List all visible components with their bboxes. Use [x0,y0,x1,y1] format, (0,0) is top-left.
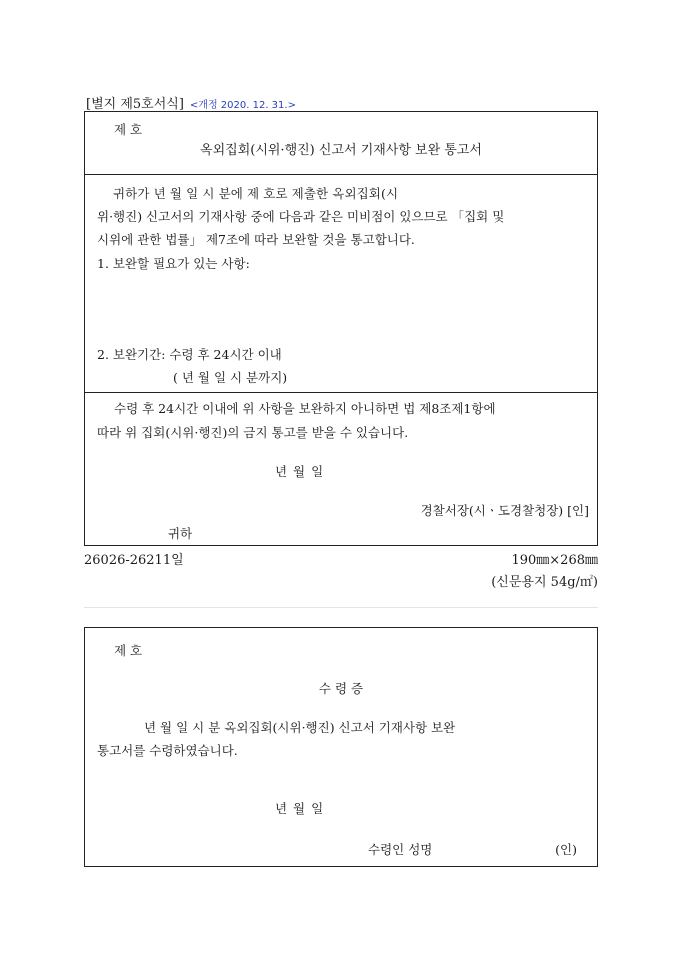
notice-form [84,111,598,546]
receiver-seal: (인) [555,842,577,857]
supplement-deadline: ( 년 월 일 시 분까지) [173,370,288,385]
receiver-name-label: 수령인 성명 [368,842,433,857]
divider [85,392,597,393]
receipt-title: 수 령 증 [318,681,364,696]
form-size: 190㎜×268㎜ [511,553,598,568]
revision-note: <개정 2020. 12. 31.> [189,100,296,111]
paper-spec: (신문용지 54g/㎡) [491,575,598,590]
form-label [86,93,296,112]
notice-body-line-1: 귀하가 년 월 일 시 분에 제 호로 제출한 옥외집회(시 [113,186,399,201]
recipient-label: 귀하 [168,526,193,541]
divider [85,174,597,175]
form-code: 26026-26211일 [84,553,184,568]
notice-body-line-2: 위·행진) 신고서의 기재사항 중에 다음과 같은 미비점이 있으므로 「집회 및 [97,209,505,224]
page-separator [84,607,598,608]
warning-line-2: 따라 위 집회(시위·행진)의 금지 통고를 받을 수 있습니다. [97,425,409,440]
item-2-supplement-period: 2. 보완기간: 수령 후 24시간 이내 [97,347,282,362]
form-number: [별지 제5호서식] [86,97,184,112]
receipt-form [84,627,598,867]
notice-date-line: 년 월 일 [275,464,324,479]
notice-number-label: 제 호 [114,122,143,137]
receipt-body-line-1: 년 월 일 시 분 옥외집회(시위·행진) 신고서 기재사항 보완 [144,720,456,735]
notice-body-line-3: 시위에 관한 법률」 제7조에 따라 보완할 것을 통고합니다. [97,232,415,247]
notice-title: 옥외집회(시위·행진) 신고서 기재사항 보완 통고서 [200,143,482,158]
receipt-date-line: 년 월 일 [275,801,324,816]
receipt-number-label: 제 호 [114,643,143,658]
warning-line-1: 수령 후 24시간 이내에 위 사항을 보완하지 아니하면 법 제8조제1항에 [114,401,496,416]
issuer-signature: 경찰서장(시ㆍ도경찰청장) [인] [420,503,589,518]
receipt-body-line-2: 통고서를 수령하였습니다. [97,743,238,758]
item-1-needed-supplements: 1. 보완할 필요가 있는 사항: [97,256,250,271]
